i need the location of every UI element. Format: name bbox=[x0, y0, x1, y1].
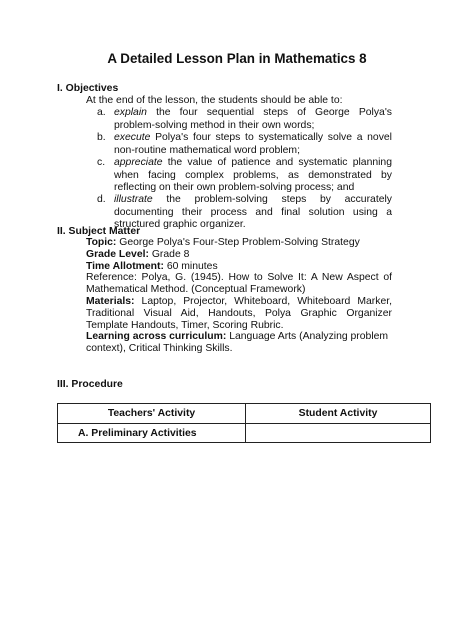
materials-label: Materials: bbox=[86, 296, 135, 307]
procedure-heading: III. Procedure bbox=[57, 379, 123, 390]
table-header-row bbox=[58, 404, 431, 424]
objective-letter: b. bbox=[97, 132, 106, 143]
objective-verb: appreciate bbox=[114, 157, 163, 168]
time-label: Time Allotment: bbox=[86, 261, 164, 272]
objective-verb: explain bbox=[114, 107, 147, 118]
objective-verb: illustrate bbox=[114, 194, 153, 205]
preliminary-activities-cell: A. Preliminary Activities bbox=[58, 424, 246, 443]
objective-item bbox=[97, 157, 392, 195]
objectives-intro: At the end of the lesson, the students should be able to: bbox=[86, 95, 343, 106]
objective-item bbox=[97, 107, 392, 132]
topic-line bbox=[86, 237, 392, 249]
objective-text: Polya's four steps to systematically solve a novel non-routine mathematical word problem; bbox=[114, 132, 392, 156]
objective-item bbox=[97, 132, 392, 157]
topic-value: George Polya's Four-Step Problem-Solving Strategy bbox=[116, 237, 360, 248]
objective-letter: d. bbox=[97, 194, 106, 205]
materials-line bbox=[86, 296, 392, 331]
objectives-heading: I. Objectives bbox=[57, 83, 119, 94]
grade-line bbox=[86, 249, 392, 261]
reference-line: Reference: Polya, G. (1945). How to Solve It: A New Aspect of Mathematical Method. (Conceptual Framework) bbox=[86, 272, 392, 295]
objective-text: the problem-solving steps by accurately documenting their process and final solution using a structured graphic organizer. bbox=[114, 194, 392, 230]
integration-line bbox=[86, 331, 392, 355]
objective-letter: a. bbox=[97, 107, 106, 118]
student-activity-header: Student Activity bbox=[246, 404, 431, 424]
time-value: 60 minutes bbox=[163, 261, 218, 272]
integration-label: Learning across curriculum: bbox=[86, 331, 227, 342]
objective-letter: c. bbox=[97, 157, 106, 168]
topic-label: Topic: bbox=[86, 237, 117, 248]
table-row bbox=[58, 424, 431, 443]
student-activity-cell bbox=[246, 424, 431, 443]
objective-verb: execute bbox=[114, 132, 151, 143]
objective-text: the value of patience and systematic planning when facing complex problems, as demonstrated by reflecting on their own problem-solving process; and bbox=[114, 157, 392, 193]
procedure-table bbox=[57, 403, 431, 443]
grade-value: Grade 8 bbox=[148, 249, 190, 260]
teachers-activity-header: Teachers' Activity bbox=[58, 404, 246, 424]
materials-value: Laptop, Projector, Whiteboard, Whiteboard Marker, Traditional Visual Aid, Handouts, Polya Graphic Organizer Template Handouts, Timer, Scoring Rubric. bbox=[86, 296, 392, 331]
subject-matter-heading: II. Subject Matter bbox=[57, 226, 141, 237]
objective-item bbox=[97, 194, 392, 232]
grade-label: Grade Level: bbox=[86, 249, 149, 260]
page-title: A Detailed Lesson Plan in Mathematics 8 bbox=[107, 51, 367, 66]
objective-text: the four sequential steps of George Polya's problem-solving method in their own words; bbox=[114, 107, 392, 131]
integration-value: Language Arts (Analyzing problem context), Critical Thinking Skills. bbox=[86, 331, 389, 354]
